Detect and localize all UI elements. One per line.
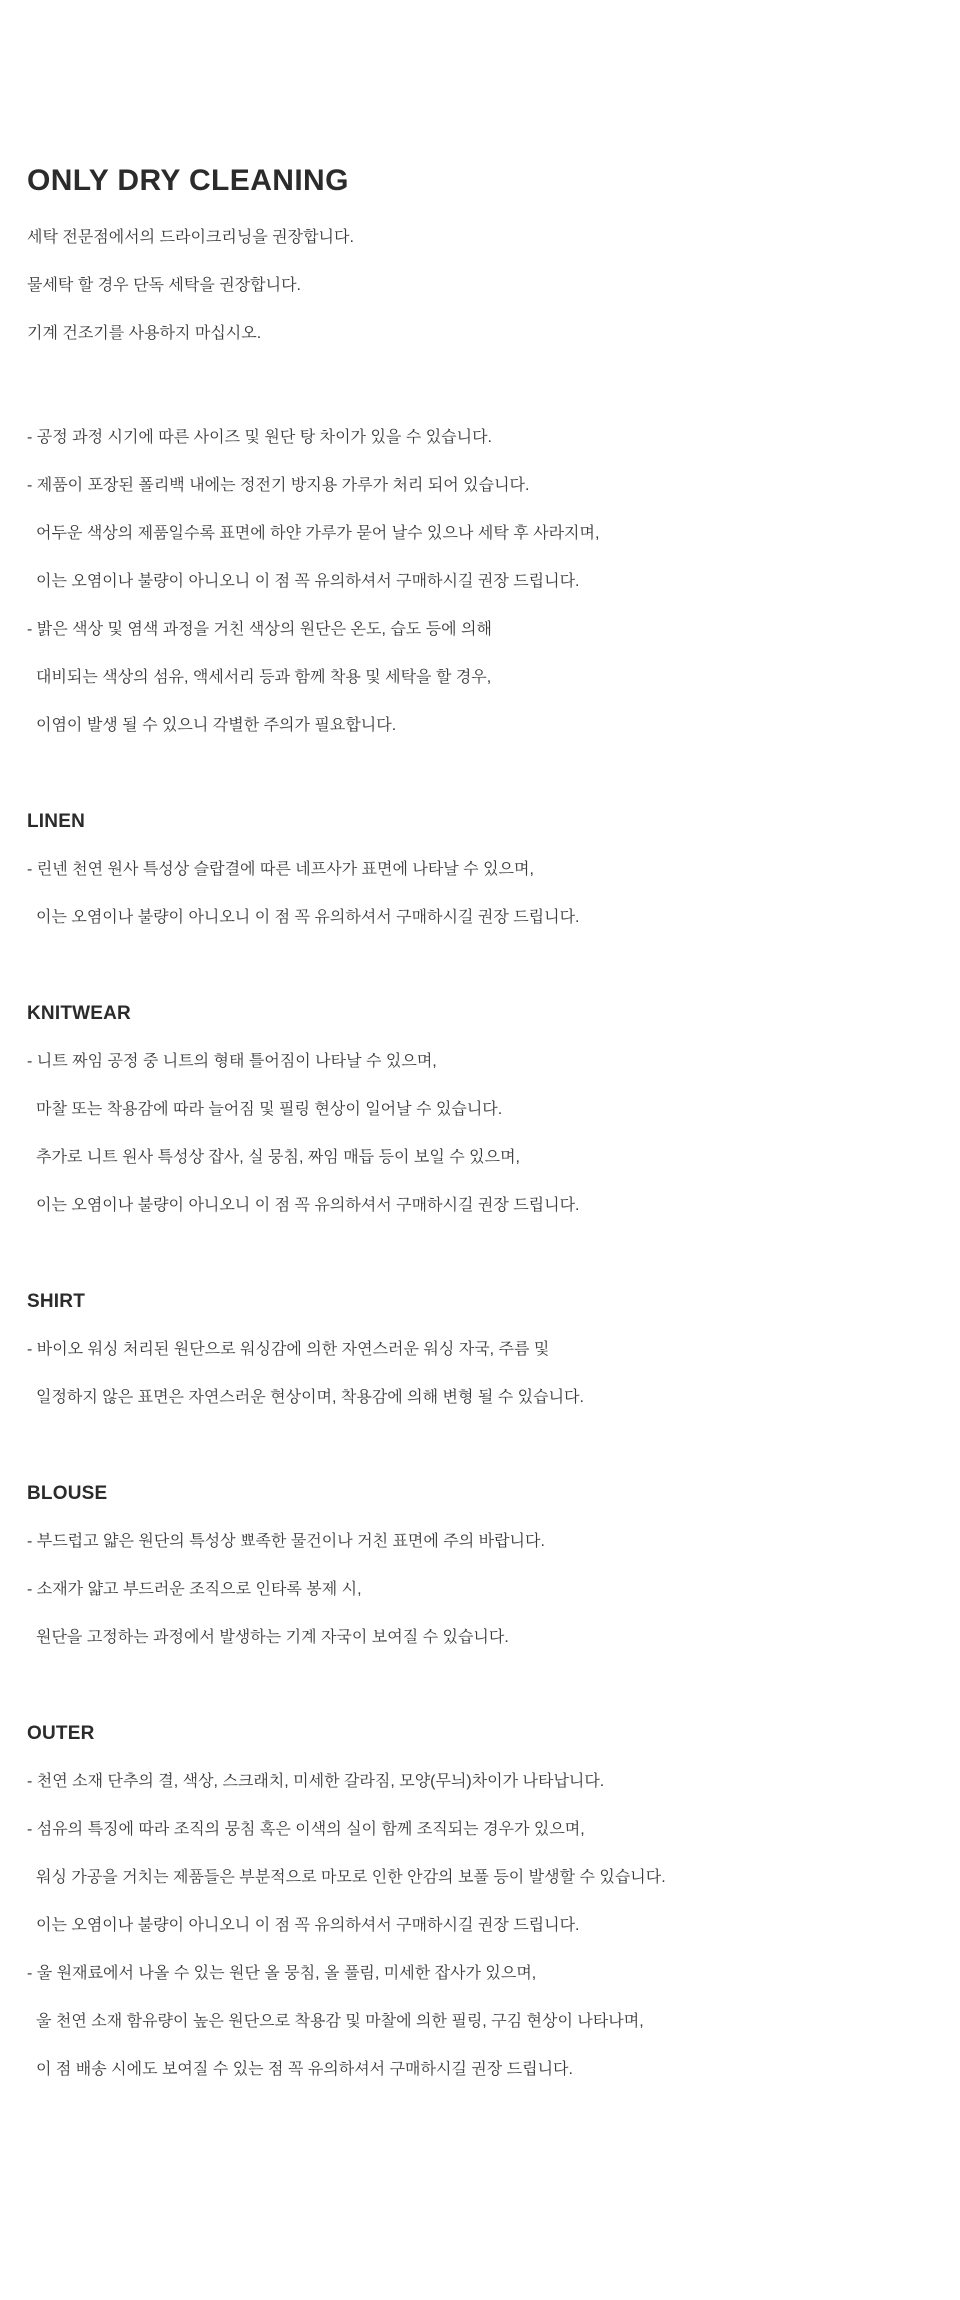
note-line: - 섬유의 특징에 따라 조직의 뭉침 혹은 이색의 실이 함께 조직되는 경우가 있으며, <box>27 1821 585 1838</box>
section-blouse <box>27 1470 920 1662</box>
section-shirt <box>27 1278 920 1422</box>
section-linen <box>27 798 920 942</box>
intro-line: 물세탁 할 경우 단독 세탁을 권장합니다. <box>27 277 301 294</box>
note-line: 추가로 니트 원사 특성상 잡사, 실 뭉침, 짜임 매듭 등이 보일 수 있으며, <box>36 1149 520 1166</box>
note-line: 어두운 색상의 제품일수록 표면에 하얀 가루가 묻어 날수 있으나 세탁 후 사라지며, <box>36 525 600 542</box>
section-knitwear <box>27 990 920 1230</box>
section-heading-shirt: SHIRT <box>27 1291 85 1312</box>
intro-line: 세탁 전문점에서의 드라이크리닝을 권장합니다. <box>27 229 354 246</box>
note-line: - 바이오 워싱 처리된 원단으로 워싱감에 의한 자연스러운 워싱 자국, 주름 및 <box>27 1341 550 1358</box>
page-title: ONLY DRY CLEANING <box>27 164 349 197</box>
note-line: 이는 오염이나 불량이 아니오니 이 점 꼭 유의하셔서 구매하시길 권장 드립니다. <box>36 573 580 590</box>
intro-line: 기계 건조기를 사용하지 마십시오. <box>27 325 262 342</box>
section-heading-blouse: BLOUSE <box>27 1483 108 1504</box>
note-line: - 니트 짜임 공정 중 니트의 형태 틀어짐이 나타날 수 있으며, <box>27 1053 437 1070</box>
note-line: 이 점 배송 시에도 보여질 수 있는 점 꼭 유의하셔서 구매하시길 권장 드립니다. <box>36 2061 573 2078</box>
section-heading-knitwear: KNITWEAR <box>27 1003 131 1024</box>
general-notes-block <box>27 414 920 750</box>
note-line: 원단을 고정하는 과정에서 발생하는 기계 자국이 보여질 수 있습니다. <box>36 1629 509 1646</box>
section-outer <box>27 1710 920 2094</box>
section-heading-outer: OUTER <box>27 1723 95 1744</box>
note-line: - 밝은 색상 및 염색 과정을 거친 색상의 원단은 온도, 습도 등에 의해 <box>27 621 492 638</box>
section-heading-linen: LINEN <box>27 811 85 832</box>
note-line: - 울 원재료에서 나올 수 있는 원단 올 뭉침, 올 풀림, 미세한 잡사가 있으며, <box>27 1965 537 1982</box>
note-line: - 린넨 천연 원사 특성상 슬랍결에 따른 네프사가 표면에 나타날 수 있으며, <box>27 861 534 878</box>
intro-block <box>27 214 920 358</box>
note-line: 이는 오염이나 불량이 아니오니 이 점 꼭 유의하셔서 구매하시길 권장 드립니다. <box>36 909 580 926</box>
note-line: 이염이 발생 될 수 있으니 각별한 주의가 필요합니다. <box>36 717 397 734</box>
note-line: - 소재가 얇고 부드러운 조직으로 인타록 봉제 시, <box>27 1581 362 1598</box>
note-line: 대비되는 색상의 섬유, 액세서리 등과 함께 착용 및 세탁을 할 경우, <box>36 669 492 686</box>
note-line: - 제품이 포장된 폴리백 내에는 정전기 방지용 가루가 처리 되어 있습니다. <box>27 477 530 494</box>
note-line: - 천연 소재 단추의 결, 색상, 스크래치, 미세한 갈라짐, 모양(무늬)차이가 나타납니다. <box>27 1773 605 1790</box>
note-line: 워싱 가공을 거치는 제품들은 부분적으로 마모로 인한 안감의 보풀 등이 발생할 수 있습니다. <box>36 1869 666 1886</box>
note-line: - 공정 과정 시기에 따른 사이즈 및 원단 탕 차이가 있을 수 있습니다. <box>27 429 492 446</box>
note-line: - 부드럽고 얇은 원단의 특성상 뾰족한 물건이나 거친 표면에 주의 바랍니다. <box>27 1533 545 1550</box>
note-line: 울 천연 소재 함유량이 높은 원단으로 착용감 및 마찰에 의한 필링, 구김 현상이 나타나며, <box>36 2013 644 2030</box>
note-line: 이는 오염이나 불량이 아니오니 이 점 꼭 유의하셔서 구매하시길 권장 드립니다. <box>36 1917 580 1934</box>
note-line: 이는 오염이나 불량이 아니오니 이 점 꼭 유의하셔서 구매하시길 권장 드립니다. <box>36 1197 580 1214</box>
note-line: 일정하지 않은 표면은 자연스러운 현상이며, 착용감에 의해 변형 될 수 있습니다. <box>36 1389 584 1406</box>
note-line: 마찰 또는 착용감에 따라 늘어짐 및 필링 현상이 일어날 수 있습니다. <box>36 1101 503 1118</box>
